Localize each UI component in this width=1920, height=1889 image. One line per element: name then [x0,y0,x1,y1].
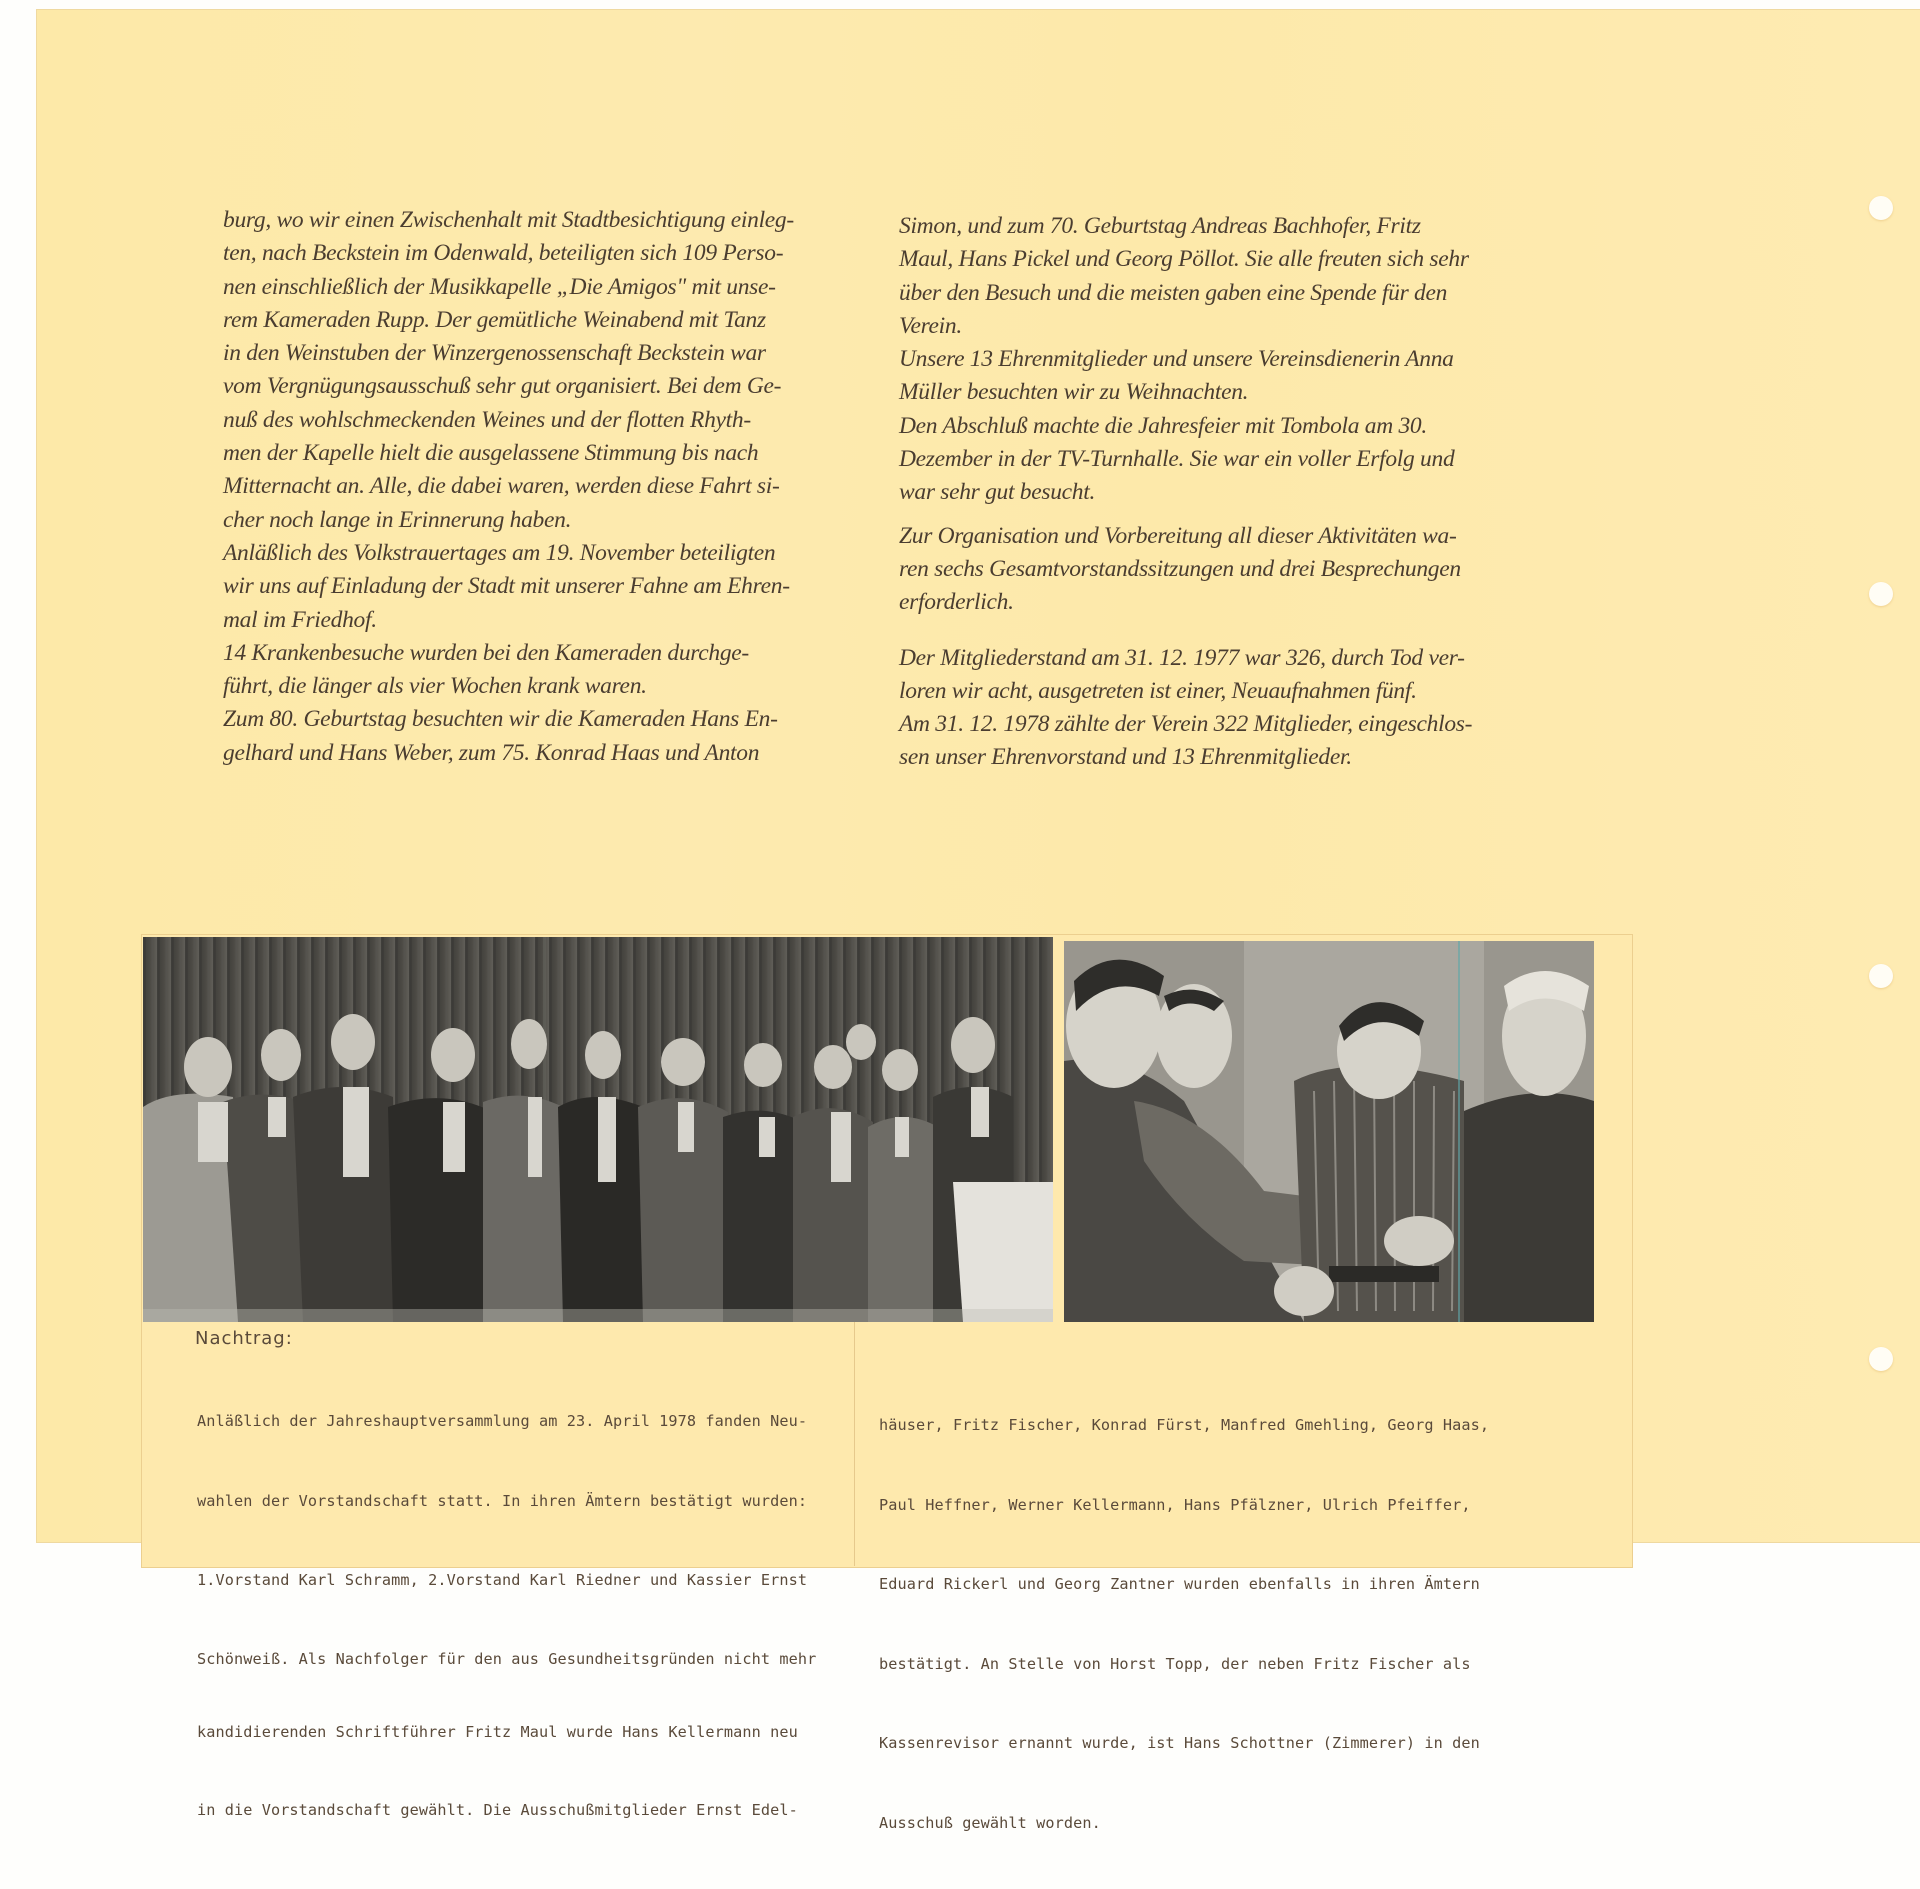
handshake-photo [1064,941,1594,1322]
text-line: Simon, und zum 70. Geburtstag Andreas Bachhofer, Fritz [899,213,1421,239]
text-line: über den Besuch und die meisten gaben eine Spende für den [899,279,1448,306]
addendum-heading: Nachtrag: [195,1328,293,1349]
text-line: ren sechs Gesamtvorstandssitzungen und drei Besprechungen [899,555,1461,582]
addendum-divider [854,1320,855,1566]
addendum-right-column [879,1359,1489,1889]
binder-hole-icon [1869,1347,1893,1371]
typed-line: Schönweiß. Als Nachfolger für den aus Gesundheitsgründen nicht mehr [197,1649,817,1668]
text-line: erforderlich. [899,589,1014,616]
text-line: führt, die länger als vier Wochen krank waren. [223,673,647,700]
text-line: nen einschließlich der Musikkapelle „Die Amigos" mit unse- [223,273,776,300]
text-line: Verein. [899,312,962,339]
typed-line: häuser, Fritz Fischer, Konrad Fürst, Manfred Gmehling, Georg Haas, [879,1416,1490,1434]
text-line: sen unser Ehrenvorstand und 13 Ehrenmitglieder. [899,744,1352,771]
text-line: Der Mitgliederstand am 31. 12. 1977 war 326, durch Tod ver- [899,644,1465,671]
text-line: Maul, Hans Pickel und Georg Pöllot. Sie alle freuten sich sehr [899,246,1469,273]
left-text-column [223,204,887,770]
text-line: nuß des wohlschmeckenden Weines und der flotten Rhyth- [223,406,751,433]
text-line: Dezember in der TV-Turnhalle. Sie war ein voller Erfolg und [899,446,1455,473]
text-line: vom Vergnügungsausschuß sehr gut organisiert. Bei dem Ge- [223,373,782,400]
typed-line: bestätigt. An Stelle von Horst Topp, der neben Fritz Fischer als [879,1654,1471,1673]
binder-hole-icon [1869,582,1893,606]
typed-line: Kassenrevisor ernannt wurde, ist Hans Schottner (Zimmerer) in den [879,1734,1480,1752]
text-line: Zum 80. Geburtstag besuchten wir die Kameraden Hans En- [223,706,778,733]
typed-line: 1.Vorstand Karl Schramm, 2.Vorstand Karl Riedner und Kassier Ernst [197,1571,808,1589]
typed-line: kandidierenden Schriftführer Fritz Maul wurde Hans Kellermann neu [197,1722,798,1741]
text-line: mal im Friedhof. [223,606,377,633]
text-line: rem Kameraden Rupp. Der gemütliche Weinabend mit Tanz [223,306,766,333]
text-line: 14 Krankenbesuche wurden bei den Kameraden durchge- [223,639,749,666]
typed-line: wahlen der Vorstandschaft statt. In ihren Ämtern bestätigt wurden: [197,1491,808,1510]
typed-line: Eduard Rickerl und Georg Zantner wurden ebenfalls in ihren Ämtern [879,1575,1480,1593]
text-line: ten, nach Beckstein im Odenwald, beteiligten sich 109 Perso- [223,240,784,267]
text-line: wir uns auf Einladung der Stadt mit unserer Fahne am Ehren- [223,573,790,600]
binder-hole-icon [1869,196,1893,220]
text-line: in den Weinstuben der Winzergenossenschaft Beckstein war [223,340,766,367]
text-line: gelhard und Hans Weber, zum 75. Konrad Haas und Anton [223,739,760,766]
text-line: loren wir acht, ausgetreten ist einer, Neuaufnahmen fünf. [899,677,1417,704]
text-line: war sehr gut besucht. [899,479,1096,506]
text-line: Den Abschluß machte die Jahresfeier mit Tombola am 30. [899,412,1427,439]
typed-line: Paul Heffner, Werner Kellermann, Hans Pfälzner, Ulrich Pfeiffer, [879,1495,1471,1514]
typed-line: in die Vorstandschaft gewählt. Die Ausschußmitglieder Ernst Edel- [197,1800,798,1819]
text-line: cher noch lange in Erinnerung haben. [223,506,572,533]
right-text-column [899,210,1531,775]
group-photo [143,937,1053,1322]
typed-line: Anläßlich der Jahreshauptversammlung am 23. April 1978 fanden Neu- [197,1412,808,1430]
text-line: Unsere 13 Ehrenmitglieder und unsere Vereinsdienerin Anna [899,346,1454,373]
text-line: Zur Organisation und Vorbereitung all dieser Aktivitäten wa- [899,522,1457,549]
text-line: Anläßlich des Volkstrauertages am 19. November beteiligten [223,539,776,566]
text-line: Am 31. 12. 1978 zählte der Verein 322 Mitglieder, eingeschlos- [899,711,1473,738]
text-line: Mitternacht an. Alle, die dabei waren, werden diese Fahrt si- [223,473,780,500]
addendum-left-column [197,1355,816,1876]
binder-hole-icon [1869,964,1893,988]
typed-line: Ausschuß gewählt worden. [879,1813,1101,1832]
text-line: burg, wo wir einen Zwischenhalt mit Stadtbesichtigung einleg- [223,207,794,233]
text-line: men der Kapelle hielt die ausgelassene Stimmung bis nach [223,440,759,467]
paper-page [36,9,1920,1832]
text-line: Müller besuchten wir zu Weihnachten. [899,379,1249,406]
